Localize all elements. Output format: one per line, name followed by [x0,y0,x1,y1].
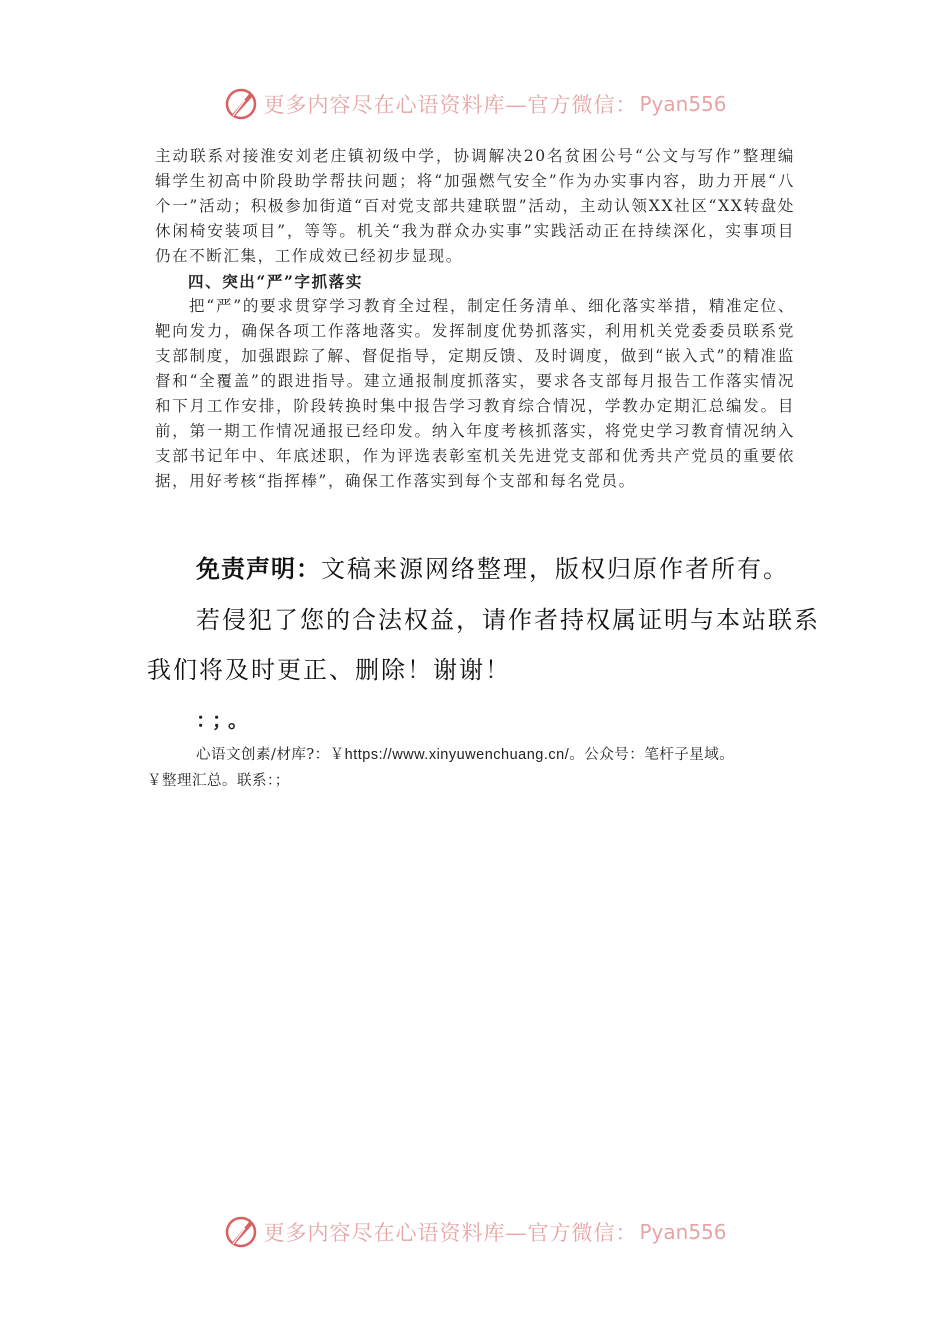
section-heading-4: 四、突出“严”字抓落实 [188,272,363,291]
source-middle: 。公众号：笔杆子星域。 [569,747,735,763]
quill-logo-icon [223,86,259,122]
punctuation-line: ：；。 [196,708,254,732]
footer-banner [0,1212,950,1252]
disclaimer-text-1: 文稿来源网络整理，版权归原作者所有。 [321,555,789,583]
paragraph-1: 主动联系对接淮安刘老庄镇初级中学，协调解决20名贫困公号“公文与写作”整理编辑学生初高中阶段助学帮扶问题；将“加强燃气安全”作为办实事内容，助力开展“八个一”活动；积极参加街道“百对党支部共建联盟”活动，主动认领XX社区“XX转盘处休闲椅安装项目”，等等。机关“我为群众办实事”实践活动正在持续深化，实事项目仍在不断汇集，工作成效已经初步显现。 [155,147,795,265]
disclaimer-line-3: 我们将及时更正、删除！谢谢！ [147,656,511,684]
paragraph-2: 把“严”的要求贯穿学习教育全过程，制定任务清单、细化落实举措，精准定位、靶向发力，确保各项工作落地落实。发挥制度优势抓落实，利用机关党委委员联系党支部制度，加强跟踪了解、督促指导，定期反馈、及时调度，做到“嵌入式”的精准监督和“全覆盖”的跟进指导。建立通报制度抓落实，要求各支部每月报告工作落实情况和下月工作安排，阶段转换时集中报告学习教育综合情况，学教办定期汇总编发。目前，第一期工作情况通报已经印发。纳入年度考核抓落实，将党史学习教育情况纳入支部书记年中、年底述职，作为评选表彰室机关先进党支部和优秀共产党员的重要依据，用好考核“指挥棒”，确保工作落实到每个支部和每名党员。 [155,297,795,490]
source-line-2: ￥整理汇总。联系：； [147,773,290,789]
footer-banner-account: Pyan556 [639,1220,727,1244]
header-banner [0,84,950,124]
disclaimer-line-2: 若侵犯了您的合法权益，请作者持权属证明与本站联系 [196,606,820,634]
disclaimer-label: 免责声明： [196,555,321,583]
source-note [147,742,827,794]
quill-logo-icon [223,1214,259,1250]
banner-text: 更多内容尽在心语资料库—官方微信： [263,93,638,117]
disclaimer-line-1 [196,549,896,584]
banner-account: Pyan556 [639,92,727,116]
source-prefix: 心语文创素/材库?：￥ [196,747,345,763]
source-url-link[interactable]: https://www.xinyuwenchuang.cn/ [344,747,570,763]
footer-banner-text: 更多内容尽在心语资料库—官方微信： [263,1221,638,1245]
